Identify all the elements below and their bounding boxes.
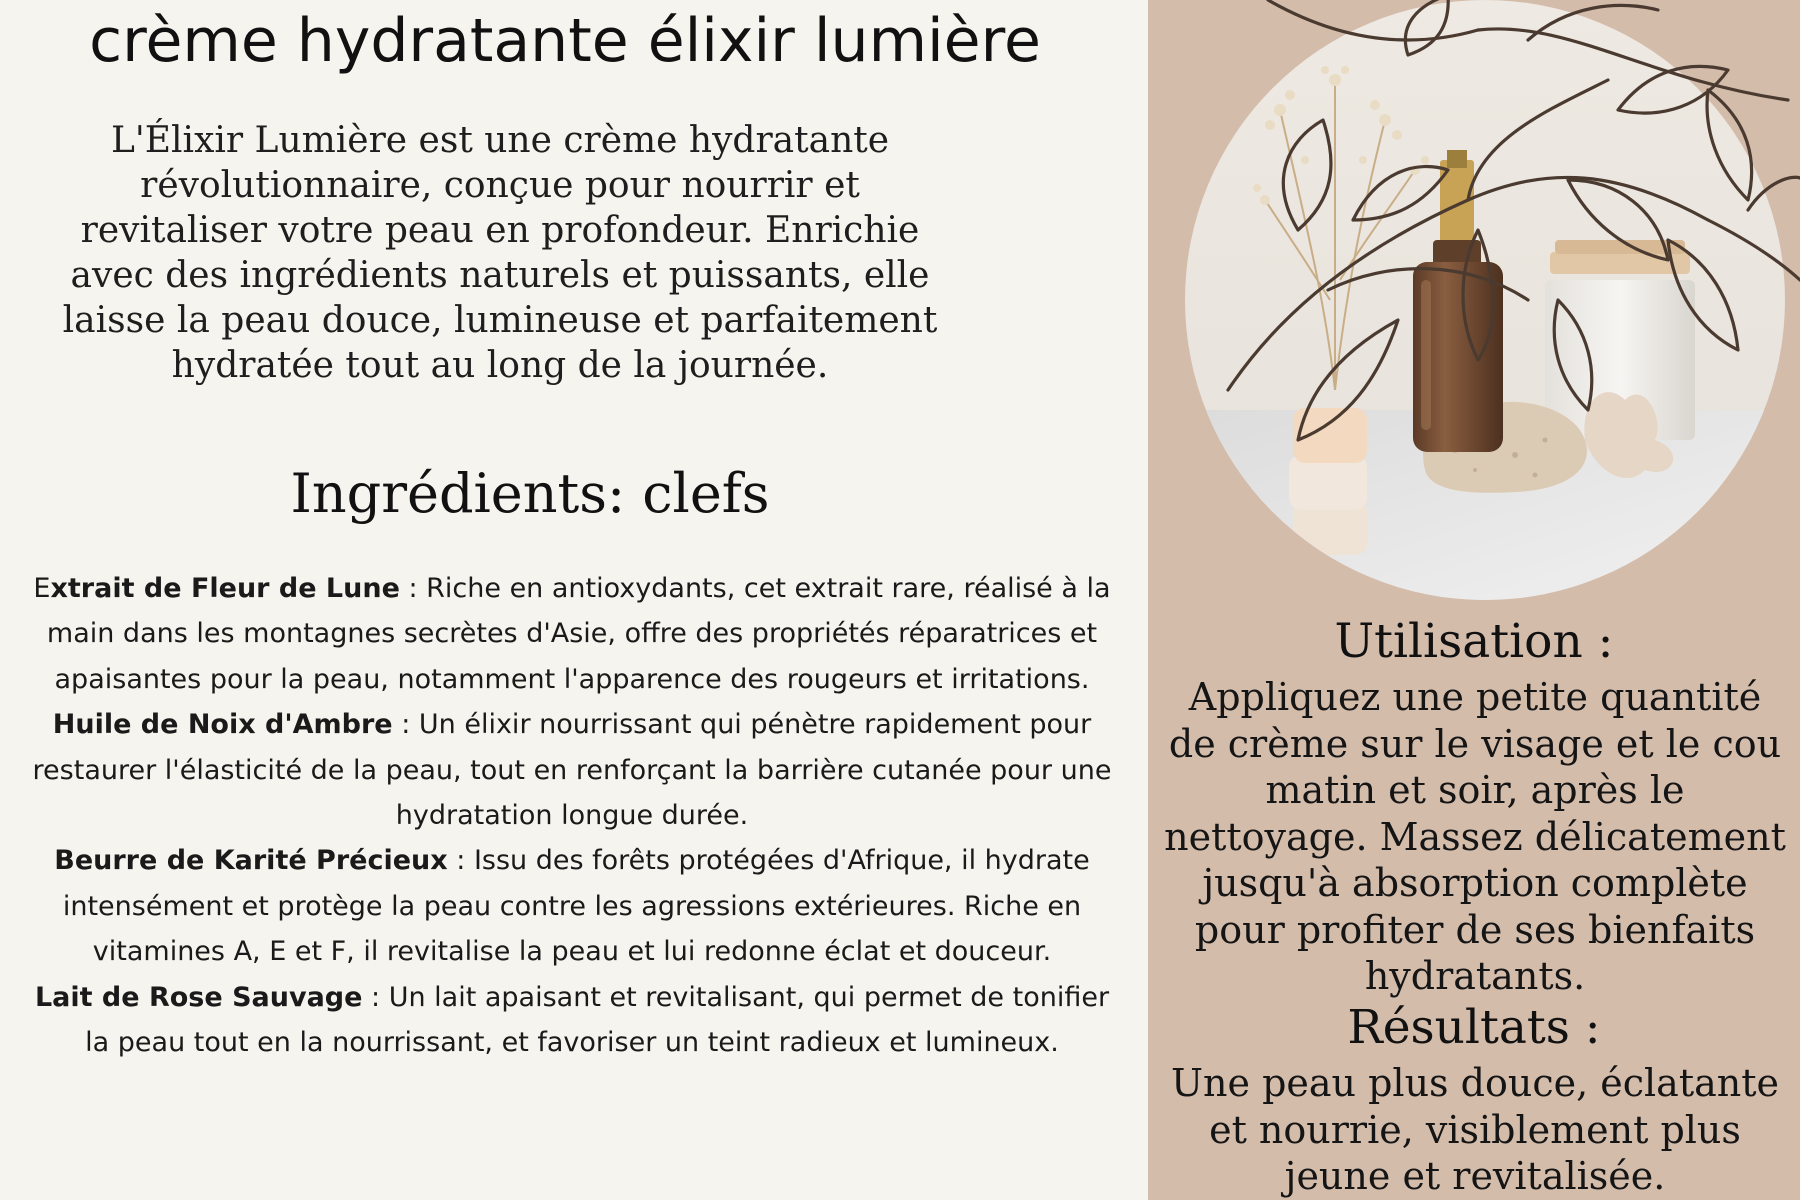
product-title: crème hydratante élixir lumière [89, 6, 1041, 76]
branch-illustration [1148, 0, 1800, 600]
ingredient-description: : Un élixir nourrissant qui pénètre rapidement pour restaurer l'élasticité de la peau, tout en renforçant la barrière cutanée pour une hydratation longue durée. [32, 709, 1112, 832]
ingredient-lead: E [33, 573, 51, 604]
ingredient-name: Beurre de Karité Précieux [54, 845, 448, 877]
ingredient-name: Lait de Rose Sauvage [34, 981, 363, 1013]
ingredients-list [22, 566, 1122, 1065]
usage-text: Appliquez une petite quantité de crème sur le visage et le cou matin et soir, après le nettoyage. Massez délicatement jusqu'à absorption complète pour profiter de ses bienfaits hydratants. [1164, 675, 1786, 998]
ingredients-heading: Ingrédients: clefs [290, 462, 770, 525]
ingredient-item [35, 982, 1109, 1058]
ingredient-description: : Un lait apaisant et revitalisant, qui permet de tonifier la peau tout en la nourrissant, et favoriser un teint radieux et lumineux. [85, 981, 1110, 1059]
results-text: Une peau plus douce, éclatante et nourrie, visiblement plus jeune et revitalisée. [1171, 1061, 1779, 1198]
ingredient-name: Huile de Noix d'Ambre [52, 709, 393, 741]
ingredient-item [33, 573, 1110, 695]
ingredient-item [54, 845, 1090, 967]
ingredient-item [33, 709, 1112, 831]
ingredient-name: xtrait de Fleur de Lune [50, 573, 400, 604]
usage-heading: Utilisation : [1334, 614, 1614, 669]
product-intro: L'Élixir Lumière est une crème hydratante révolutionnaire, conçue pour nourrir et revitaliser votre peau en profondeur. Enrichie avec des ingrédients naturels et puissants, elle laisse la peau douce, lumineuse et parfaitement hydratée tout au long de la journée. [62, 120, 938, 386]
ingredient-description: : Issu des forêts protégées d'Afrique, il hydrate intensément et protège la peau contre les agressions extérieures. Riche en vitamines A, E et F, il revitalise la peau et lui redonne éclat et douceur. [62, 845, 1090, 968]
results-heading: Résultats : [1347, 1000, 1601, 1055]
ingredient-description: : Riche en antioxydants, cet extrait rare, réalisé à la main dans les montagnes secrètes d'Asie, offre des propriétés réparatrices et apaisantes pour la peau, notamment l'apparence des rougeurs et irritations. [46, 573, 1111, 695]
